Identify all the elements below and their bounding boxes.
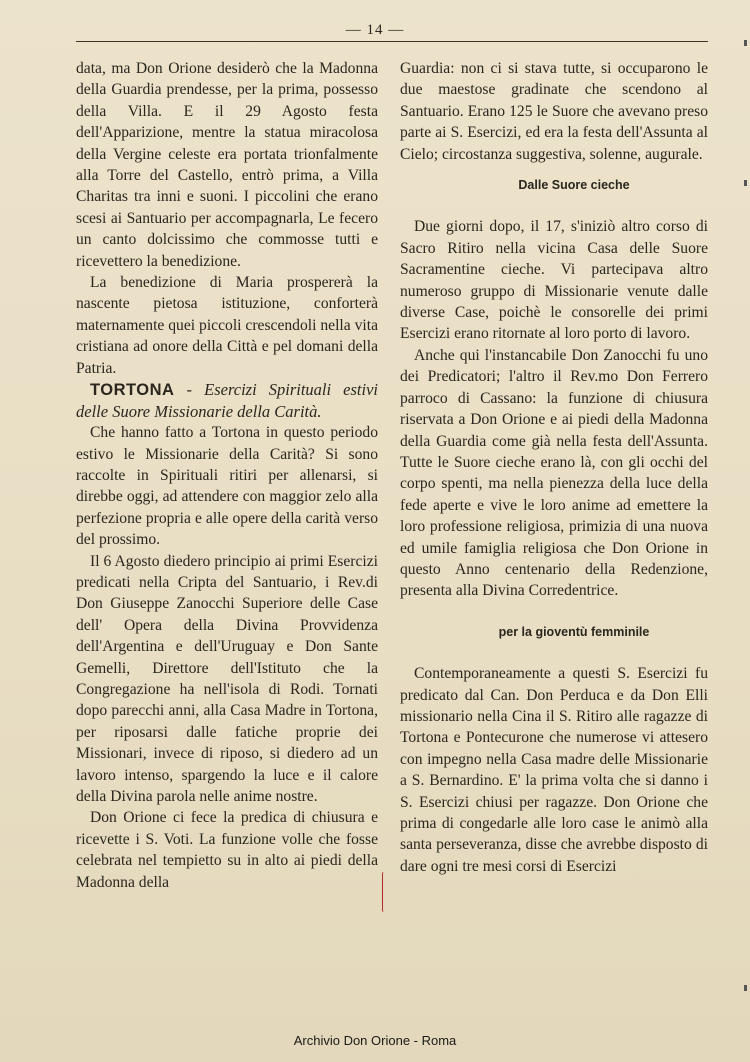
paragraph: data, ma Don Orione desiderò che la Madonna della Guardia prendesse, per la prima, possesso della Villa. E il 29 Agosto festa dell'Apparizione, mentre la statua miracolosa della Vergine celeste era portata trionfalmente alla Torre del Castello, entrò prima, a Villa Charitas tra inni e suoni. I piccolini che erano scesi ai Santuario per accompagnarla, Le fecero un canto dolcissimo che commosse tutti e ricevettero la benedizione. [76, 60, 378, 270]
page-edge-mark [744, 40, 747, 46]
subheading-youth: per la gioventù femminile [498, 624, 650, 639]
page-edge-mark [744, 985, 747, 991]
paragraph: Due giorni dopo, il 17, s'iniziò altro corso di Sacro Ritiro nella vicina Casa delle Suore Sacramentine cieche. Vi partecipava altro numeroso gruppo di Missionarie venute dalle diverse Case, poichè le consorelle dei primi Esercizi erano ritornate al loro porto di lavoro. [400, 218, 708, 343]
archive-footer: Archivio Don Orione - Roma [293, 1033, 457, 1048]
section-title-separator: - [174, 380, 205, 400]
section-title-subject: Esercizi Spirituali estivi delle Suore Missionarie della Carità. [76, 380, 378, 422]
subheading-blind-sisters: Dalle Suore cieche [518, 178, 630, 193]
paragraph: Che hanno fatto a Tortona in questo periodo estivo le Missionarie della Carità? Si sono raccolte in Spirituali ritiri per allenarsi, si direbbe oggi, ad attendere con maggior zelo alla perfezione propria e alle opere della carità verso del prossimo. [76, 424, 378, 549]
paragraph: Don Orione ci fece la predica di chiusura e ricevette i S. Voti. La funzione volle che fosse celebrata nel tempietto su in alto ai piedi della Madonna della [76, 809, 378, 891]
margin-annotation-mark [382, 872, 387, 912]
header-rule [76, 41, 708, 42]
paragraph: La benedizione di Maria prospererà la nascente pietosa istituzione, conforterà maternamente quei piccoli crescendoli nella vita cristiana ad onore della Città e pel domani della Patria. [76, 274, 378, 377]
page-edge-mark [744, 180, 747, 186]
section-title [76, 379, 378, 422]
paragraph: Guardia: non ci si stava tutte, si occuparono le due maestose gradinate che scendono al Santuario. Erano 125 le Suore che avevano preso parte ai S. Esercizi, ed era la festa dell'Assunta al Cielo; circostanza suggestiva, solenne, augurale. [400, 60, 708, 163]
left-column [76, 58, 378, 893]
paragraph: Contemporaneamente a questi S. Esercizi fu predicato dal Can. Don Perduca e da Don Elli missionario nella Cina il S. Ritiro alle ragazze di Tortona e Pontecurone che numerose vi attesero con impegno nella Casa madre delle Missionarie a S. Bernardino. E' la prima volta che si danno i S. Esercizi chiusi per ragazze. Don Orione che prima di congedarle alle loro case le animò alla santa perseveranza, disse che avrebbe disposto di dare ogni tre mesi corsi di Esercizi [400, 665, 708, 875]
right-column [400, 58, 708, 877]
paragraph: Il 6 Agosto diedero principio ai primi Esercizi predicati nella Cripta del Santuario, i Rev.di Don Giuseppe Zanocchi Superiore delle Case dell' Opera della Divina Provvidenza dell'Argentina e dell'Uruguay e Don Sante Gemelli, Direttore dell'Istituto che la Congregazione ha nell'isola di Rodi. Tornati dopo parecchi anni, alla Casa Madre in Tortona, per riposarsi dalle fatiche proprie dei Missionari, invece di riposo, si diedero ad un lavoro intenso, spargendo la luce e il calore della Divina parola nelle anime nostre. [76, 552, 378, 805]
paragraph: Anche qui l'instancabile Don Zanocchi fu uno dei Predicatori; l'altro il Rev.mo Don Ferrero parroco di Cassano: la funzione di chiusura riservata a Don Orione e ai piedi della Madonna della Guardia come già nella festa dell'Assunta. Tutte le Suore cieche erano là, con gli occhi del corpo spenti, ma nella pienezza della luce della fede aperte e vive le loro anime ad emettere la loro professione religiosa, primizia di una nuova ed umile famiglia religiosa che Don Orione in questo Anno centenario della Redenzione, presenta alla Divina Corredentrice. [400, 346, 708, 600]
page-number: — 14 — [345, 22, 405, 38]
section-title-place: TORTONA [90, 381, 175, 400]
